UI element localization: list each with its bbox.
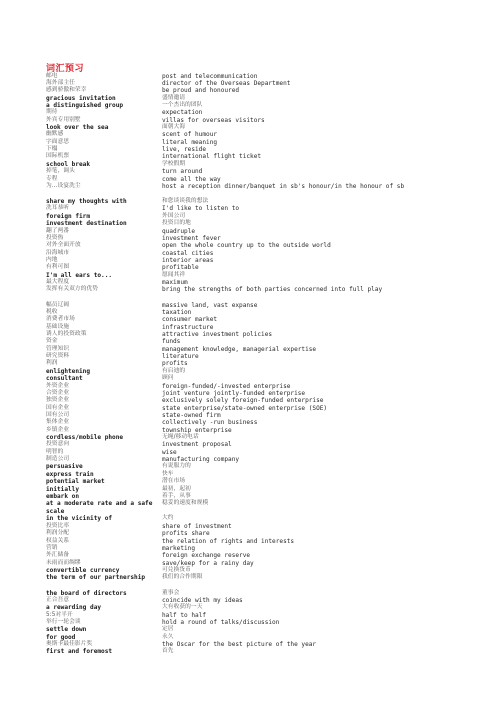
- vocab-term-right: 愿闻其祥: [162, 271, 186, 278]
- vocab-term-right: share of investment: [162, 522, 232, 530]
- vocab-term-right: state enterprise/state-owned enterprise (SOE): [162, 404, 328, 412]
- vocab-row: [46, 80, 466, 87]
- vocab-term-right: 和您谈谈我的想法: [162, 198, 209, 205]
- vocab-row: [46, 619, 466, 626]
- vocab-row: [46, 397, 466, 404]
- vocab-term-right: 永久: [162, 633, 174, 640]
- vocab-term-left: the term of our partnership: [46, 574, 146, 582]
- vocab-term-left: 邮电: [46, 72, 58, 79]
- vocab-row: [46, 272, 466, 279]
- vocab-term-right: 大约: [162, 515, 174, 522]
- vocab-term-right: 无绳/移动电话: [162, 434, 199, 441]
- vocab-term-left: 资金: [46, 338, 58, 345]
- vocab-row: [46, 538, 466, 545]
- vocab-term-left: 未雨而而绸缪: [46, 559, 81, 566]
- vocab-term-left: 为...设宴洗尘: [46, 182, 81, 189]
- vocab-term-left: 投资热: [46, 234, 64, 241]
- vocab-row: [46, 153, 466, 160]
- vocab-term-left: for good: [46, 633, 76, 641]
- vocab-row: [46, 109, 466, 116]
- vocab-term-right: I'd like to listen to: [162, 205, 240, 213]
- vocab-row: [46, 161, 466, 168]
- vocab-term-left: 正合吾意: [46, 596, 70, 603]
- vocab-term-right: open the whole country up to the outside world: [162, 242, 331, 250]
- vocab-term-right: investment fever: [162, 234, 221, 242]
- vocab-term-right: manufacturing company: [162, 456, 240, 464]
- vocab-term-left: consultant: [46, 375, 83, 383]
- vocab-term-right: literature: [162, 353, 199, 361]
- vocab-term-left: the board of directors: [46, 589, 127, 597]
- vocab-row: [46, 449, 466, 456]
- vocab-row: [46, 73, 466, 80]
- vocab-row: [46, 279, 466, 286]
- vocab-row: [46, 648, 466, 655]
- vocab-row: [46, 500, 466, 515]
- vocab-term-right: expectation: [162, 109, 203, 117]
- vocab-row: [46, 353, 466, 360]
- vocab-term-right: profitable: [162, 264, 199, 272]
- vocab-row: [46, 375, 466, 382]
- vocab-term-right: the Oscar for the best picture of the year: [162, 641, 317, 649]
- vocab-row: [46, 412, 466, 419]
- vocab-term-right: coincide with my ideas: [162, 596, 243, 604]
- vocab-row: [46, 634, 466, 641]
- vocab-term-right: 董事会: [162, 589, 180, 596]
- vocab-term-right: save/keep for a rainy day: [162, 559, 254, 567]
- vocab-term-left: 内地: [46, 256, 58, 263]
- vocab-term-right: profits share: [162, 530, 210, 538]
- vocab-term-right: 我们的合作期限: [162, 574, 203, 581]
- vocab-term-left: persuasive: [46, 463, 83, 471]
- vocab-term-right: 有启迪的: [162, 367, 186, 374]
- vocab-term-right: villas for overseas visitors: [162, 116, 265, 124]
- vocab-row: [46, 131, 466, 138]
- vocab-term-left: gracious invitation: [46, 94, 116, 102]
- vocab-row: [46, 124, 466, 131]
- vocab-term-right: 可兑换货币: [162, 566, 191, 573]
- vocab-row: [46, 286, 466, 301]
- vocab-term-right: marketing: [162, 544, 196, 552]
- vocab-row: [46, 523, 466, 530]
- vocab-term-left: 奥斯卡最佳影片奖: [46, 641, 93, 648]
- vocab-term-right: 大有收获的一天: [162, 604, 203, 611]
- vocab-term-right: exclusively solely foreign-funded enterprise: [162, 397, 324, 405]
- vocab-row: [46, 102, 466, 109]
- vocab-row: [46, 95, 466, 102]
- vocab-term-left: 最大程度: [46, 279, 70, 286]
- vocab-term-left: 下榻: [46, 146, 58, 153]
- vocab-term-right: 着手，从事: [162, 492, 191, 499]
- vocab-term-right: 有说服力的: [162, 463, 191, 470]
- vocab-term-right: live, reside: [162, 146, 207, 154]
- vocab-term-left: 掉笔，调头: [46, 168, 75, 175]
- vocab-term-left: express train: [46, 470, 94, 478]
- vocab-term-left: 利润分配: [46, 530, 70, 537]
- vocab-row: [46, 205, 466, 212]
- vocab-term-left: 洗耳恭听: [46, 205, 70, 212]
- vocab-term-left: 消费者市场: [46, 316, 75, 323]
- vocab-term-left: 字面意思: [46, 138, 70, 145]
- vocab-term-left: 基础设施: [46, 323, 70, 330]
- vocab-row: [46, 383, 466, 390]
- vocab-term-left: a distinguished group: [46, 101, 124, 109]
- vocab-term-right: interior areas: [162, 256, 214, 264]
- vocab-term-left: 国有企业: [46, 404, 70, 411]
- vocab-row: [46, 545, 466, 552]
- vocab-row: [46, 441, 466, 448]
- vocab-term-right: be proud and honoured: [162, 87, 240, 95]
- vocab-row: [46, 360, 466, 367]
- vocab-term-right: post and telecommunication: [162, 72, 258, 80]
- vocab-term-left: 投资意向: [46, 441, 70, 448]
- vocab-row: [46, 427, 466, 434]
- vocab-row: [46, 456, 466, 463]
- vocab-term-right: 投资目的地: [162, 220, 191, 227]
- vocab-row: [46, 434, 466, 441]
- vocab-term-right: 学校假期: [162, 160, 186, 167]
- vocab-row: [46, 198, 466, 205]
- vocab-row: [46, 228, 466, 235]
- vocab-term-left: 海外部主任: [46, 79, 75, 86]
- vocab-term-right: 一个杰出的团队: [162, 101, 203, 108]
- vocabulary-list: [46, 73, 466, 656]
- vocab-term-left: 国际机票: [46, 153, 70, 160]
- vocab-term-right: state-owned firm: [162, 411, 221, 419]
- vocab-row: [46, 552, 466, 559]
- vocab-term-right: 定居: [162, 626, 174, 633]
- vocab-term-left: 制造公司: [46, 456, 70, 463]
- vocab-row: [46, 405, 466, 412]
- vocab-term-left: foreign firm: [46, 212, 91, 220]
- vocab-row: [46, 257, 466, 264]
- vocab-term-left: 乡镇企业: [46, 426, 70, 433]
- vocab-term-right: scent of humour: [162, 131, 218, 139]
- vocab-term-right: 外国公司: [162, 212, 186, 219]
- vocab-term-left: 翻了两番: [46, 227, 70, 234]
- vocab-term-left: 集体企业: [46, 419, 70, 426]
- vocab-term-left: school break: [46, 160, 91, 168]
- vocab-term-right: 首先: [162, 648, 174, 655]
- vocab-term-left: 幽默感: [46, 131, 64, 138]
- page-title: 词汇预习: [46, 64, 85, 74]
- vocab-row: [46, 597, 466, 604]
- vocab-term-left: 权益关系: [46, 537, 70, 544]
- vocab-row: [46, 604, 466, 611]
- vocab-term-right: wise: [162, 448, 177, 456]
- vocab-term-right: 稳妥的速度和规模: [162, 500, 209, 507]
- vocab-row: [46, 346, 466, 353]
- vocab-row: [46, 530, 466, 537]
- vocab-row: [46, 250, 466, 257]
- vocab-term-left: a rewarding day: [46, 604, 102, 612]
- vocab-row: [46, 316, 466, 323]
- vocab-term-left: 投资比率: [46, 522, 70, 529]
- vocab-term-right: profits: [162, 360, 188, 368]
- vocab-term-right: foreign exchange reserve: [162, 552, 251, 560]
- vocab-row: [46, 220, 466, 227]
- vocab-row: [46, 331, 466, 338]
- vocab-row: [46, 368, 466, 375]
- vocab-term-left: 明智的: [46, 448, 64, 455]
- vocab-term-left: 诱人的投资政策: [46, 331, 87, 338]
- vocab-term-left: look over the sea: [46, 124, 109, 132]
- vocab-term-left: 幅员辽阔: [46, 301, 70, 308]
- vocab-term-right: 最初，起初: [162, 485, 191, 492]
- vocab-term-right: attractive investment policies: [162, 331, 273, 339]
- vocab-row: [46, 463, 466, 470]
- vocab-term-left: settle down: [46, 626, 87, 634]
- vocab-term-left: 期待: [46, 109, 58, 116]
- vocab-term-left: 合资企业: [46, 389, 70, 396]
- vocab-term-right: consumer market: [162, 316, 218, 324]
- vocab-term-left: cordless/mobile phone: [46, 434, 124, 442]
- vocab-row: [46, 478, 466, 485]
- vocab-row: [46, 338, 466, 345]
- vocab-row: [46, 419, 466, 426]
- vocab-term-right: taxation: [162, 308, 192, 316]
- vocab-term-right: joint venture jointly-funded enterprise: [162, 389, 306, 397]
- vocab-term-right: literal meaning: [162, 138, 218, 146]
- vocab-term-right: township enterprise: [162, 426, 232, 434]
- vocab-row: [46, 590, 466, 597]
- vocab-term-left: 外汇储备: [46, 552, 70, 559]
- vocab-row: [46, 87, 466, 94]
- vocab-row: [46, 486, 466, 493]
- vocab-term-right: 潜在市场: [162, 478, 186, 485]
- vocab-row: [46, 493, 466, 500]
- vocab-row: [46, 515, 466, 522]
- vocab-term-right: 盛情邀请: [162, 94, 186, 101]
- vocab-term-left: enlightening: [46, 367, 91, 375]
- vocab-row: [46, 168, 466, 175]
- vocab-term-right: collectively -run business: [162, 419, 258, 427]
- vocab-term-left: 营销: [46, 544, 58, 551]
- vocab-term-left: 感到骄傲和荣幸: [46, 87, 87, 94]
- vocab-term-right: massive land, vast expanse: [162, 301, 258, 309]
- vocab-term-left: 利润: [46, 360, 58, 367]
- vocab-row: [46, 560, 466, 567]
- vocab-term-right: 面朝大海: [162, 124, 186, 131]
- vocab-term-right: half to half: [162, 611, 207, 619]
- vocab-term-right: host a reception dinner/banquet in sb's honour/in the honour of sb: [162, 182, 405, 190]
- vocab-term-right: foreign-funded/-invested enterprise: [162, 382, 291, 390]
- vocab-row: [46, 471, 466, 478]
- vocab-term-left: I'm all ears to...: [46, 271, 113, 279]
- vocab-term-left: 税收: [46, 308, 58, 315]
- vocab-term-left: 外资企业: [46, 382, 70, 389]
- vocab-term-left: 外宾专用别墅: [46, 116, 81, 123]
- vocab-term-right: turn around: [162, 168, 203, 176]
- vocab-term-left: first and foremost: [46, 648, 113, 656]
- vocab-term-right: 顾问: [162, 375, 174, 382]
- vocab-row: [46, 324, 466, 331]
- vocab-row: [46, 183, 466, 198]
- vocab-row: [46, 626, 466, 633]
- vocab-term-left: 发挥有关双方的优势: [46, 286, 99, 293]
- vocab-term-right: 快车: [162, 470, 174, 477]
- vocab-term-left: share my thoughts with: [46, 198, 127, 206]
- vocab-term-left: convertible currency: [46, 566, 120, 574]
- vocab-row: [46, 146, 466, 153]
- vocab-term-right: director of the Overseas Department: [162, 79, 291, 87]
- vocab-term-right: the relation of rights and interests: [162, 537, 295, 545]
- vocab-term-left: 沿海城市: [46, 249, 70, 256]
- vocab-term-left: 专程: [46, 175, 58, 182]
- vocab-term-left: 5:5对半开: [46, 611, 73, 618]
- vocab-term-left: 管理知识: [46, 345, 70, 352]
- vocab-row: [46, 235, 466, 242]
- vocab-term-right: maximum: [162, 279, 188, 287]
- vocab-term-left: 有利可图: [46, 264, 70, 271]
- vocab-term-right: funds: [162, 338, 181, 346]
- vocab-term-left: 对外全面开放: [46, 242, 81, 249]
- vocab-row: [46, 612, 466, 619]
- vocab-term-left: initially: [46, 485, 80, 493]
- vocab-term-left: investment destination: [46, 220, 127, 228]
- vocab-term-right: bring the strengths of both parties concerned into full play: [162, 286, 383, 294]
- vocab-term-right: investment proposal: [162, 441, 232, 449]
- vocab-row: [46, 309, 466, 316]
- vocab-term-right: infrastructure: [162, 323, 214, 331]
- vocab-term-right: quadruple: [162, 227, 196, 235]
- vocab-row: [46, 139, 466, 146]
- vocab-term-left: in the vicinity of: [46, 515, 113, 523]
- vocab-term-left: embark on: [46, 492, 80, 500]
- vocab-term-left: 独资企业: [46, 397, 70, 404]
- vocab-term-left: 国有公司: [46, 411, 70, 418]
- vocab-row: [46, 117, 466, 124]
- vocab-term-right: coastal cities: [162, 249, 214, 257]
- vocab-term-left: 举行一轮会谈: [46, 618, 81, 625]
- vocab-term-right: come all the way: [162, 175, 221, 183]
- vocab-term-left: 研究资料: [46, 353, 70, 360]
- vocab-row: [46, 264, 466, 271]
- vocab-row: [46, 176, 466, 183]
- vocab-row: [46, 574, 466, 589]
- vocab-row: [46, 390, 466, 397]
- vocab-term-left: potential market: [46, 478, 105, 486]
- vocab-term-left: at a moderate rate and a safe scale: [46, 500, 153, 515]
- vocab-term-right: hold a round of talks/discussion: [162, 618, 280, 626]
- vocab-term-right: international flight ticket: [162, 153, 262, 161]
- vocab-term-right: management knowledge, managerial expertise: [162, 345, 317, 353]
- vocab-row: [46, 242, 466, 249]
- vocab-row: [46, 302, 466, 309]
